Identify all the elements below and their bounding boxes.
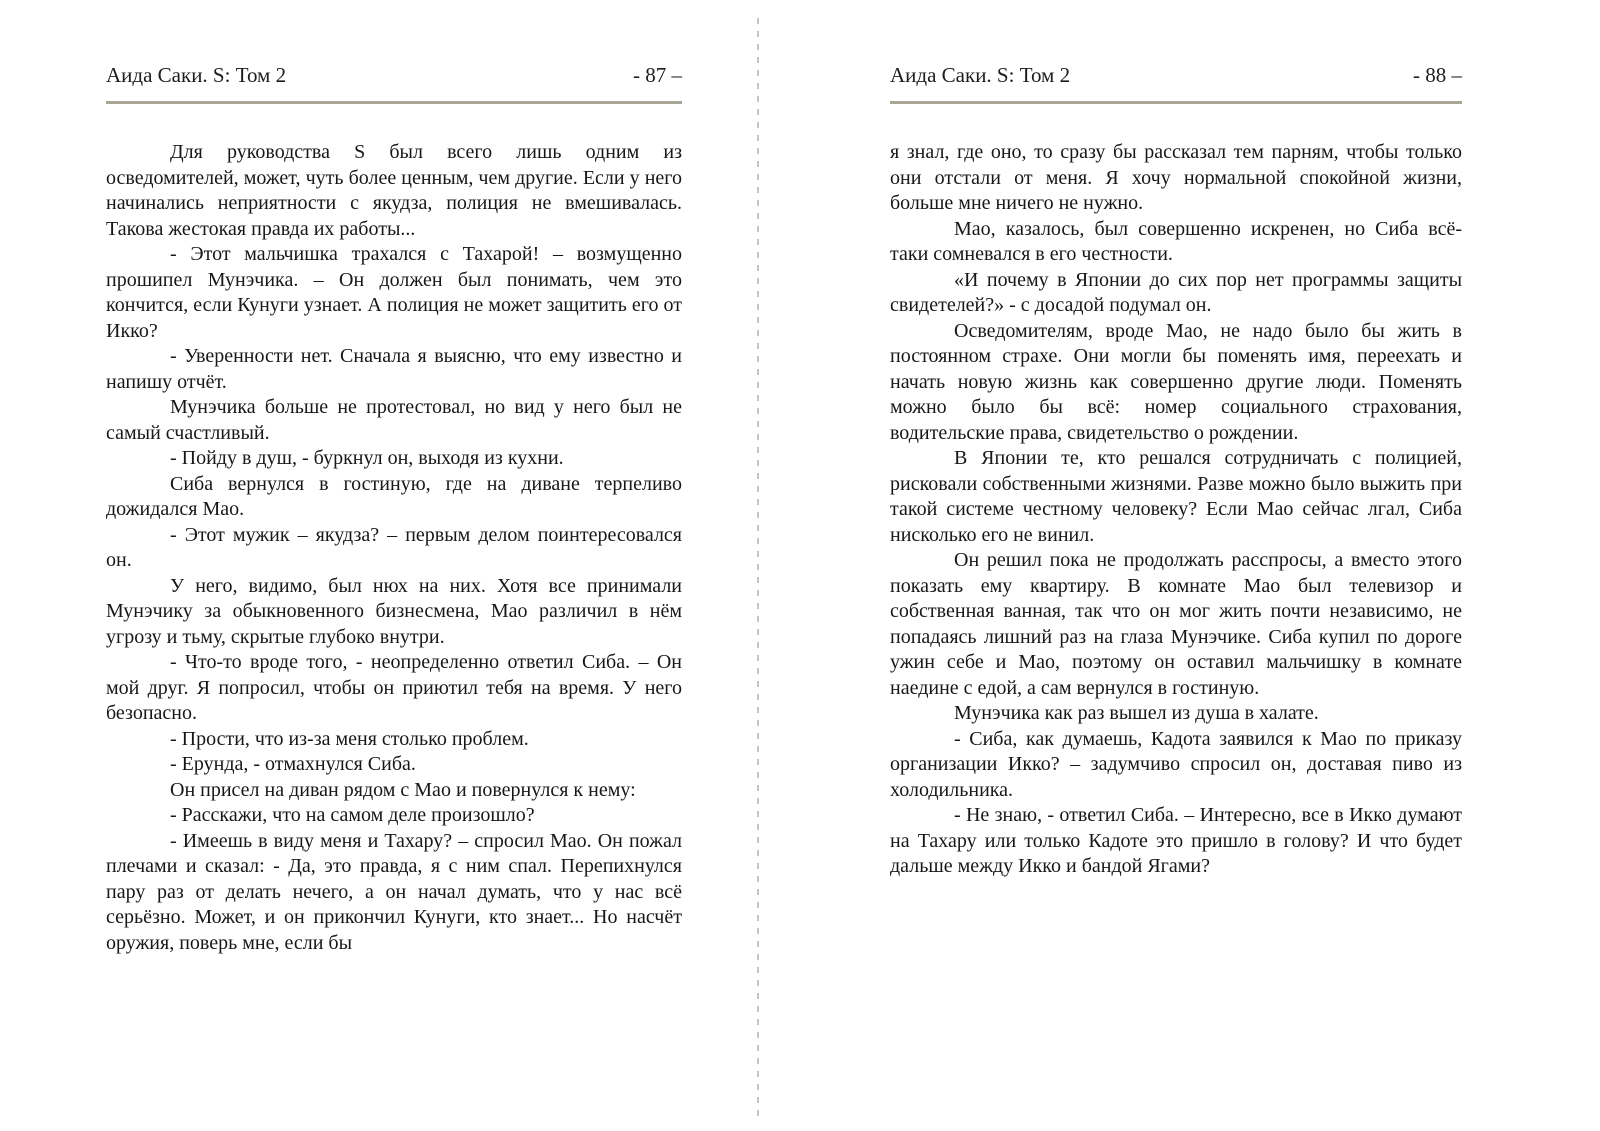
page-left <box>106 62 682 956</box>
paragraph: Он решил пока не продолжать расспросы, а вместо этого показать ему квартиру. В комнате Мао был телевизор и собственная ванная, так что он мог жить почти независимо, не попадаясь лишний раз на глаза Мунэчике. Сиба купил по дороге ужин себе и Мао, поэтому он оставил мальчишку в комнате наедине с едой, а сам вернулся в гостиную. <box>890 549 1462 699</box>
paragraph: - Уверенности нет. Сначала я выясню, что ему известно и напишу отчёт. <box>106 345 682 393</box>
paragraph: Для руководства S был всего лишь одним из осведомителей, может, чуть более ценным, чем другие. Если у него начинались неприятности с якудза, полиция не вмешивалась. Такова жестокая правда их работы... <box>106 141 682 240</box>
paragraph: - Ерунда, - отмахнулся Сиба. <box>170 753 416 775</box>
paragraph: Мунэчика как раз вышел из душа в халате. <box>954 702 1319 724</box>
paragraph: «И почему в Японии до сих пор нет программы защиты свидетелей?» - с досадой подумал он. <box>890 268 1462 316</box>
paragraph: - Этот мужик – якудза? – первым делом поинтересовался он. <box>106 523 682 571</box>
paragraph: Мунэчика больше не протестовал, но вид у него был не самый счастливый. <box>106 396 682 444</box>
page-body <box>106 140 682 956</box>
page-number: - 87 – <box>633 63 682 87</box>
page-gutter-divider <box>757 18 759 1119</box>
book-title: Аида Саки. S: Том 2 <box>890 63 1071 87</box>
paragraph: Осведомителям, вроде Мао, не надо было бы жить в постоянном страхе. Они могли бы поменять имя, переехать и начать новую жизнь как совершенно другие люди. Поменять можно было бы всё: номер социального страхования, водительские права, свидетельство о рождении. <box>890 319 1462 444</box>
paragraph: - Не знаю, - ответил Сиба. – Интересно, все в Икко думают на Тахару или только Кадоте это пришло в голову? И что будет дальше между Икко и бандой Ягами? <box>890 804 1462 877</box>
paragraph: - Пойду в душ, - буркнул он, выходя из кухни. <box>170 447 564 469</box>
paragraph: - Сиба, как думаешь, Кадота заявился к Мао по приказу организации Икко? – задумчиво спросил он, доставая пиво из холодильника. <box>890 727 1462 801</box>
paragraph: Он присел на диван рядом с Мао и повернулся к нему: <box>170 778 636 801</box>
book-title: Аида Саки. S: Том 2 <box>106 63 287 87</box>
page-right <box>890 62 1462 880</box>
header-rule <box>106 101 682 104</box>
paragraph: В Японии те, кто решался сотрудничать с полицией, рисковали собственными жизнями. Разве можно было выжить при такой системе честному человеку? Если Мао сейчас лгал, Сиба нисколько его не винил. <box>890 447 1462 546</box>
paragraph: - Этот мальчишка трахался с Тахарой! – возмущенно прошипел Мунэчика. – Он должен был понимать, чем это кончится, если Кунуги узнает. А полиция не может защитить его от Икко? <box>106 243 682 342</box>
header-rule <box>890 101 1462 104</box>
paragraph: У него, видимо, был нюх на них. Хотя все принимали Мунэчику за обыкновенного бизнесмена, Мао различил в нём угрозу и тьму, скрытые глубоко внутри. <box>106 574 682 648</box>
paragraph: - Расскажи, что на самом деле произошло? <box>170 804 535 826</box>
paragraph: - Что-то вроде того, - неопределенно ответил Сиба. – Он мой друг. Я попросил, чтобы он приютил тебя на время. У него безопасно. <box>106 651 682 724</box>
paragraph: - Прости, что из-за меня столько проблем. <box>170 727 529 750</box>
page-number: - 88 – <box>1413 63 1462 87</box>
page-header <box>106 62 682 88</box>
page-body <box>890 140 1462 880</box>
paragraph: - Имеешь в виду меня и Тахару? – спросил Мао. Он пожал плечами и сказал: - Да, это правда, я с ним спал. Перепихнулся пару раз от делать нечего, а он начал думать, что у нас всё серьёзно. Может, и он прикончил Кунуги, кто знает... Но насчёт оружия, поверь мне, если бы <box>106 829 682 954</box>
page-header <box>890 62 1462 88</box>
paragraph-continuation: я знал, где оно, то сразу бы рассказал тем парням, чтобы только они отстали от меня. Я хочу нормальной спокойной жизни, больше мне ничего не нужно. <box>890 141 1462 214</box>
paragraph: Сиба вернулся в гостиную, где на диване терпеливо дожидался Мао. <box>106 472 682 520</box>
paragraph: Мао, казалось, был совершенно искренен, но Сиба всё-таки сомневался в его честности. <box>890 217 1462 265</box>
